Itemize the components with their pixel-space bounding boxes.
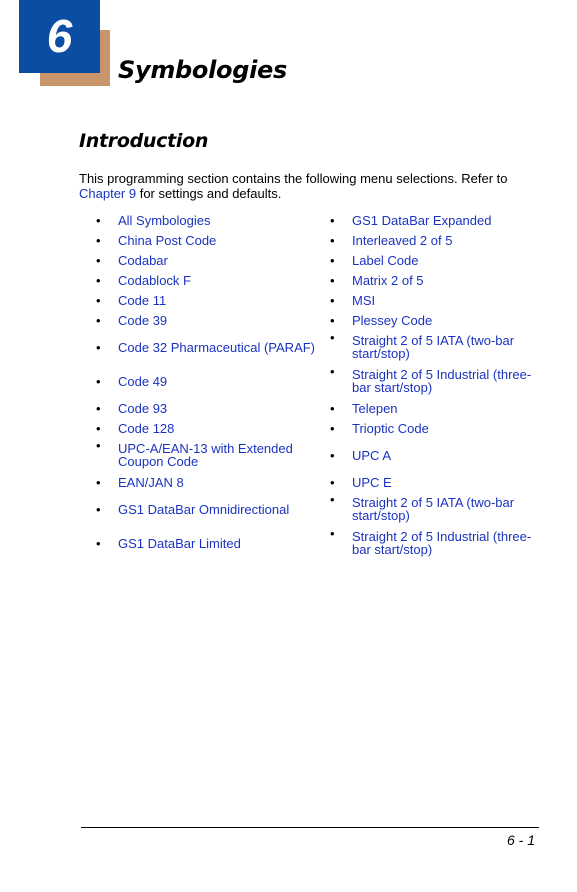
menu-link-left[interactable]: Code 32 Pharmaceutical (PARAF): [118, 339, 316, 355]
menu-link-left[interactable]: GS1 DataBar Omnidirectional: [118, 501, 290, 517]
list-row: [96, 210, 532, 230]
chapter-9-link[interactable]: Chapter 9: [79, 186, 137, 201]
menu-link-left[interactable]: UPC-A/EAN-13 with Extended Coupon Code: [118, 441, 293, 469]
menu-link-right[interactable]: Straight 2 of 5 Industrial (three-bar start/stop): [352, 367, 532, 395]
list-row: [96, 310, 532, 330]
menu-link-left[interactable]: Code 128: [118, 420, 175, 436]
list-row: [96, 418, 532, 438]
menu-link-right[interactable]: UPC E: [352, 474, 392, 490]
bullet-icon: •: [330, 232, 335, 248]
menu-link-right[interactable]: Telepen: [352, 400, 398, 416]
bullet-icon: •: [96, 535, 101, 551]
page-number: 6 - 1: [506, 832, 535, 848]
menu-link-left[interactable]: Code 11: [118, 292, 167, 308]
chapter-title: Symbologies: [118, 56, 287, 84]
bullet-icon: •: [96, 339, 101, 355]
bullet-icon: •: [330, 400, 335, 416]
bullet-icon: •: [330, 272, 335, 288]
chapter-number-tab: 6: [19, 0, 100, 73]
menu-link-left[interactable]: Codablock F: [118, 272, 191, 288]
menu-link-right[interactable]: MSI: [352, 292, 376, 308]
footer-rule: [81, 827, 539, 828]
menu-selections-list: [96, 210, 532, 560]
bullet-icon: •: [96, 474, 101, 490]
section-heading: Introduction: [79, 130, 209, 152]
list-row: [96, 526, 532, 560]
bullet-icon: •: [96, 438, 101, 453]
bullet-icon: •: [330, 330, 335, 345]
menu-link-right[interactable]: Straight 2 of 5 IATA (two-bar start/stop): [352, 333, 515, 361]
list-row: [96, 438, 532, 472]
intro-text-before: This programming section contains the following menu selections. Refer to: [79, 171, 508, 186]
menu-link-left[interactable]: Code 93: [118, 400, 168, 416]
menu-link-right[interactable]: Trioptic Code: [352, 420, 429, 436]
bullet-icon: •: [96, 420, 101, 436]
menu-link-right[interactable]: Plessey Code: [352, 312, 433, 328]
menu-link-left[interactable]: Codabar: [118, 252, 168, 268]
menu-link-left[interactable]: Code 49: [118, 373, 168, 389]
menu-link-left[interactable]: GS1 DataBar Limited: [118, 535, 241, 551]
list-row: [96, 472, 532, 492]
bullet-icon: •: [330, 292, 335, 308]
bullet-icon: •: [96, 292, 101, 308]
list-row: [96, 270, 532, 290]
bullet-icon: •: [330, 526, 335, 541]
bullet-icon: •: [330, 474, 335, 490]
menu-link-right[interactable]: Straight 2 of 5 IATA (two-bar start/stop): [352, 495, 515, 523]
bullet-icon: •: [96, 232, 101, 248]
list-row: [96, 364, 532, 398]
list-row: [96, 492, 532, 526]
bullet-icon: •: [96, 400, 101, 416]
menu-link-right[interactable]: Straight 2 of 5 Industrial (three-bar start/stop): [352, 529, 532, 557]
list-row: [96, 398, 532, 418]
menu-link-left[interactable]: EAN/JAN 8: [118, 474, 184, 490]
bullet-icon: •: [330, 420, 335, 436]
bullet-icon: •: [330, 212, 335, 228]
menu-link-right[interactable]: UPC A: [352, 447, 392, 463]
bullet-icon: •: [96, 373, 101, 389]
intro-paragraph: [79, 171, 529, 201]
menu-link-right[interactable]: Matrix 2 of 5: [352, 272, 424, 288]
intro-text-after: for settings and defaults.: [136, 186, 282, 201]
menu-link-left[interactable]: China Post Code: [118, 232, 217, 248]
bullet-icon: •: [96, 501, 101, 517]
list-row: [96, 230, 532, 250]
bullet-icon: •: [96, 252, 101, 268]
bullet-icon: •: [330, 252, 335, 268]
bullet-icon: •: [96, 312, 101, 328]
bullet-icon: •: [330, 312, 335, 328]
list-row: [96, 330, 532, 364]
menu-link-right[interactable]: Label Code: [352, 252, 419, 268]
list-row: [96, 250, 532, 270]
bullet-icon: •: [330, 364, 335, 379]
menu-link-left[interactable]: All Symbologies: [118, 212, 211, 228]
bullet-icon: •: [96, 272, 101, 288]
menu-link-left[interactable]: Code 39: [118, 312, 168, 328]
menu-link-right[interactable]: GS1 DataBar Expanded: [352, 212, 492, 228]
list-row: [96, 290, 532, 310]
bullet-icon: •: [330, 447, 335, 463]
menu-link-right[interactable]: Interleaved 2 of 5: [352, 232, 453, 248]
bullet-icon: •: [96, 212, 101, 228]
bullet-icon: •: [330, 492, 335, 507]
